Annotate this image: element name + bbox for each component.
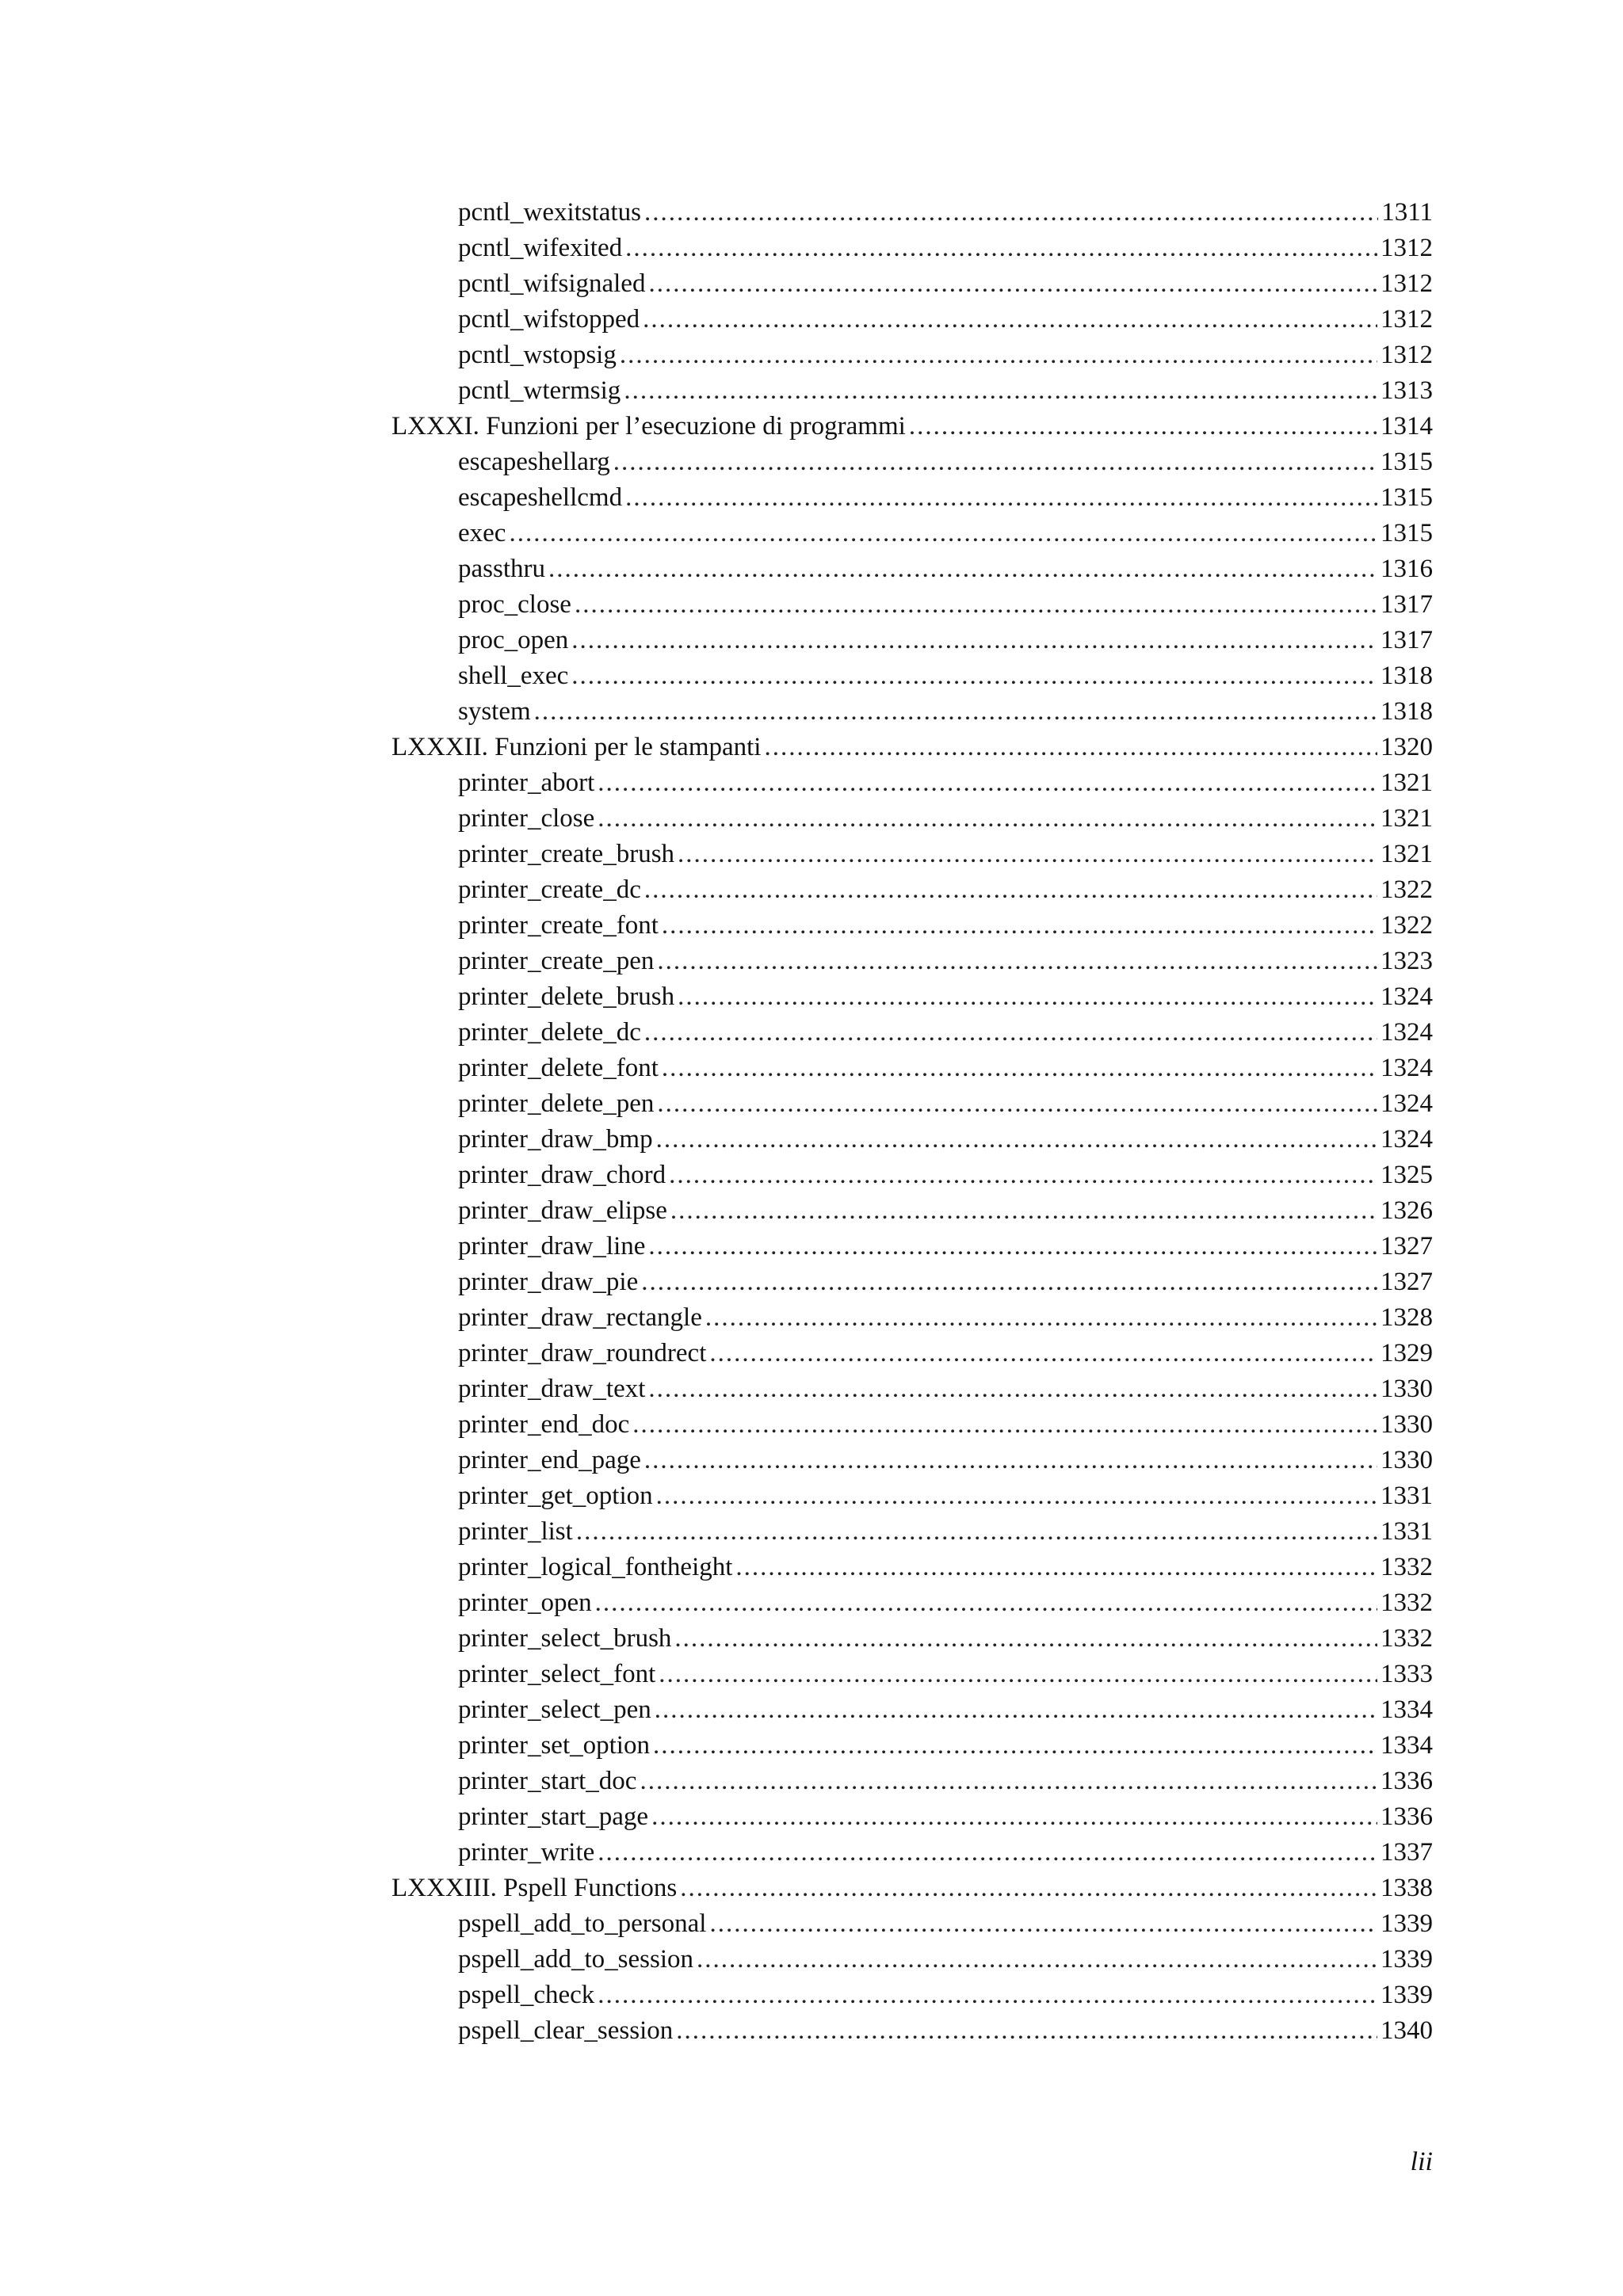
toc-entry-title: printer_draw_chord [458, 1161, 666, 1189]
toc-entry[interactable] [391, 623, 1433, 658]
dot-leader [678, 837, 1377, 872]
toc-entry[interactable] [391, 1835, 1433, 1871]
toc-entry-page: 1324 [1381, 1089, 1433, 1118]
toc-entry[interactable] [391, 1657, 1433, 1692]
toc-entry[interactable] [391, 1086, 1433, 1122]
dot-leader [640, 1764, 1377, 1799]
toc-entry-page: 1321 [1381, 804, 1433, 833]
toc-entry-title: printer_draw_line [458, 1232, 646, 1261]
dot-leader [598, 1978, 1377, 2013]
dot-leader [678, 979, 1377, 1015]
toc-entry[interactable] [391, 979, 1433, 1015]
toc-entry[interactable] [391, 872, 1433, 908]
toc-entry-page: 1339 [1381, 1909, 1433, 1938]
dot-leader [575, 587, 1377, 623]
toc-entry[interactable] [391, 1799, 1433, 1835]
dot-leader [657, 944, 1377, 979]
toc-entry-title: LXXXI. Funzioni per l’esecuzione di programmi [391, 412, 906, 441]
toc-entry-page: 1340 [1381, 2016, 1433, 2045]
dot-leader [669, 1158, 1377, 1193]
toc-entry-page: 1339 [1381, 1981, 1433, 2009]
toc-entry-title: printer_get_option [458, 1482, 653, 1510]
toc-entry-title: printer_draw_elipse [458, 1196, 667, 1225]
dot-leader [656, 1122, 1377, 1158]
dot-leader [674, 1621, 1377, 1657]
toc-entry-title: printer_close [458, 804, 595, 833]
dot-leader [653, 1728, 1377, 1764]
toc-entry-page: 1332 [1381, 1553, 1433, 1581]
toc-entry-page: 1327 [1381, 1268, 1433, 1296]
toc-entry[interactable] [391, 373, 1433, 409]
dot-leader [620, 338, 1377, 373]
toc-entry[interactable] [391, 765, 1433, 801]
toc-entry-page: 1327 [1381, 1232, 1433, 1261]
toc-entry[interactable] [391, 1371, 1433, 1407]
toc-entry[interactable] [391, 658, 1433, 694]
toc-entry-page: 1334 [1381, 1731, 1433, 1760]
toc-entry-page: 1325 [1381, 1161, 1433, 1189]
toc-entry-page: 1322 [1381, 911, 1433, 940]
toc-chapter-entry[interactable] [391, 409, 1433, 444]
dot-leader [613, 444, 1377, 480]
toc-entry[interactable] [391, 1264, 1433, 1300]
toc-entry-page: 1330 [1381, 1410, 1433, 1439]
toc-entry-page: 1324 [1381, 1018, 1433, 1047]
toc-entry-page: 1331 [1381, 1517, 1433, 1546]
dot-leader [548, 551, 1377, 587]
dot-leader [641, 1264, 1377, 1300]
toc-entry-page: 1318 [1381, 697, 1433, 726]
toc-entry-title: printer_logical_fontheight [458, 1553, 733, 1581]
toc-entry-page: 1328 [1381, 1303, 1433, 1332]
dot-leader [648, 1371, 1377, 1407]
toc-entry-title: printer_start_page [458, 1802, 649, 1831]
toc-entry-title: printer_end_doc [458, 1410, 630, 1439]
toc-entry-title: printer_set_option [458, 1731, 650, 1760]
toc-entry[interactable] [391, 1514, 1433, 1550]
dot-leader [655, 1692, 1377, 1728]
dot-leader [595, 1585, 1377, 1621]
toc-entry-page: 1332 [1381, 1589, 1433, 1617]
dot-leader [659, 1657, 1377, 1692]
toc-entry[interactable] [391, 195, 1433, 231]
toc-entry[interactable] [391, 694, 1433, 730]
toc-entry-title: printer_select_font [458, 1660, 656, 1688]
dot-leader [909, 409, 1377, 444]
toc-entry-page: 1320 [1381, 733, 1433, 761]
dot-leader [648, 266, 1377, 302]
toc-entry-page: 1324 [1381, 1125, 1433, 1154]
toc-entry-title: proc_close [458, 590, 571, 619]
toc-entry-title: LXXXIII. Pspell Functions [391, 1874, 678, 1902]
toc-entry[interactable] [391, 1692, 1433, 1728]
toc-entry[interactable] [391, 444, 1433, 480]
toc-entry[interactable] [391, 480, 1433, 516]
toc-entry-page: 1330 [1381, 1446, 1433, 1474]
toc-entry-title: pcntl_wifexited [458, 234, 623, 262]
toc-entry-title: printer_delete_pen [458, 1089, 655, 1118]
toc-entry[interactable] [391, 2013, 1433, 2049]
dot-leader [534, 694, 1377, 730]
toc-entry[interactable] [391, 1300, 1433, 1336]
toc-entry-title: printer_draw_rectangle [458, 1303, 702, 1332]
table-of-contents [391, 195, 1433, 2049]
dot-leader [676, 2013, 1377, 2049]
toc-entry-page: 1312 [1381, 234, 1433, 262]
dot-leader [735, 1550, 1377, 1585]
toc-chapter-entry[interactable] [391, 1871, 1433, 1906]
toc-entry-page: 1326 [1381, 1196, 1433, 1225]
toc-entry[interactable] [391, 587, 1433, 623]
toc-entry-title: printer_delete_font [458, 1054, 659, 1082]
toc-entry-title: printer_open [458, 1589, 592, 1617]
toc-entry-page: 1317 [1381, 626, 1433, 654]
dot-leader [625, 480, 1377, 516]
toc-entry[interactable] [391, 1478, 1433, 1514]
dot-leader [632, 1407, 1377, 1443]
toc-entry[interactable] [391, 302, 1433, 338]
toc-entry-title: shell_exec [458, 662, 569, 690]
dot-leader [644, 195, 1378, 231]
toc-entry-page: 1315 [1381, 483, 1433, 512]
toc-entry-page: 1339 [1381, 1945, 1433, 1974]
toc-entry-title: pspell_check [458, 1981, 595, 2009]
toc-entry-page: 1337 [1381, 1838, 1433, 1867]
toc-entry[interactable] [391, 1906, 1433, 1942]
toc-entry[interactable] [391, 944, 1433, 979]
toc-entry[interactable] [391, 1585, 1433, 1621]
toc-entry-page: 1324 [1381, 1054, 1433, 1082]
toc-entry[interactable] [391, 1229, 1433, 1264]
dot-leader [709, 1336, 1377, 1371]
toc-entry-title: printer_start_doc [458, 1767, 637, 1795]
toc-entry[interactable] [391, 1621, 1433, 1657]
toc-entry-title: pcntl_wexitstatus [458, 198, 641, 227]
toc-entry-page: 1336 [1381, 1802, 1433, 1831]
toc-entry[interactable] [391, 516, 1433, 551]
toc-entry-page: 1336 [1381, 1767, 1433, 1795]
toc-entry-page: 1321 [1381, 840, 1433, 868]
toc-entry[interactable] [391, 1158, 1433, 1193]
toc-entry-title: escapeshellarg [458, 448, 610, 476]
dot-leader [657, 1086, 1377, 1122]
dot-leader [576, 1514, 1377, 1550]
toc-entry[interactable] [391, 1443, 1433, 1478]
toc-entry[interactable] [391, 1051, 1433, 1086]
toc-entry[interactable] [391, 1550, 1433, 1585]
toc-entry-title: printer_create_dc [458, 875, 641, 904]
dot-leader [644, 1443, 1377, 1478]
toc-entry[interactable] [391, 1978, 1433, 2013]
toc-entry-page: 1334 [1381, 1695, 1433, 1724]
toc-entry[interactable] [391, 231, 1433, 266]
page-number: lii [1410, 2147, 1433, 2176]
toc-entry-title: pcntl_wifstopped [458, 305, 640, 334]
dot-leader [625, 231, 1377, 266]
toc-entry-title: printer_draw_roundrect [458, 1339, 707, 1367]
toc-entry[interactable] [391, 1764, 1433, 1799]
toc-entry-title: pspell_clear_session [458, 2016, 674, 2045]
toc-entry-page: 1312 [1381, 305, 1433, 334]
toc-entry-page: 1329 [1381, 1339, 1433, 1367]
dot-leader [644, 872, 1377, 908]
toc-entry[interactable] [391, 1728, 1433, 1764]
toc-entry-title: printer_end_page [458, 1446, 641, 1474]
toc-entry[interactable] [391, 551, 1433, 587]
toc-entry[interactable] [391, 338, 1433, 373]
toc-entry-page: 1314 [1381, 412, 1433, 441]
toc-chapter-entry[interactable] [391, 730, 1433, 765]
dot-leader [680, 1871, 1377, 1906]
toc-entry[interactable] [391, 837, 1433, 872]
toc-entry-title: pspell_add_to_session [458, 1945, 693, 1974]
toc-entry[interactable] [391, 1015, 1433, 1051]
toc-entry-page: 1311 [1381, 198, 1433, 227]
toc-entry-title: printer_write [458, 1838, 595, 1867]
toc-entry-title: printer_create_font [458, 911, 659, 940]
dot-leader [571, 623, 1377, 658]
toc-entry-title: printer_delete_dc [458, 1018, 641, 1047]
toc-entry[interactable] [391, 266, 1433, 302]
toc-entry[interactable] [391, 1122, 1433, 1158]
toc-entry-page: 1315 [1381, 448, 1433, 476]
toc-entry-title: printer_select_pen [458, 1695, 651, 1724]
dot-leader [651, 1799, 1377, 1835]
toc-entry-title: printer_draw_text [458, 1375, 646, 1403]
toc-entry-page: 1316 [1381, 555, 1433, 583]
toc-entry-title: system [458, 697, 531, 726]
toc-entry-page: 1312 [1381, 341, 1433, 369]
toc-entry[interactable] [391, 1336, 1433, 1371]
toc-entry-title: pcntl_wstopsig [458, 341, 617, 369]
toc-entry-page: 1321 [1381, 769, 1433, 797]
toc-entry-page: 1324 [1381, 982, 1433, 1011]
toc-entry-title: printer_draw_bmp [458, 1125, 653, 1154]
dot-leader [656, 1478, 1377, 1514]
dot-leader [624, 373, 1377, 409]
dot-leader [705, 1300, 1377, 1336]
toc-entry-title: pcntl_wifsignaled [458, 269, 646, 298]
toc-entry-title: printer_select_brush [458, 1624, 672, 1653]
dot-leader [598, 765, 1377, 801]
dot-leader [509, 516, 1377, 551]
toc-entry-page: 1330 [1381, 1375, 1433, 1403]
toc-entry-title: exec [458, 519, 506, 547]
toc-entry-title: printer_create_brush [458, 840, 675, 868]
toc-entry[interactable] [391, 1193, 1433, 1229]
dot-leader [662, 1051, 1377, 1086]
dot-leader [571, 658, 1377, 694]
toc-entry-page: 1312 [1381, 269, 1433, 298]
dot-leader [709, 1906, 1377, 1942]
toc-entry-title: passthru [458, 555, 545, 583]
toc-entry-title: pspell_add_to_personal [458, 1909, 707, 1938]
toc-entry-title: pcntl_wtermsig [458, 376, 621, 405]
toc-entry-page: 1313 [1381, 376, 1433, 405]
toc-entry[interactable] [391, 1942, 1433, 1978]
toc-entry-page: 1322 [1381, 875, 1433, 904]
toc-entry-page: 1315 [1381, 519, 1433, 547]
toc-entry[interactable] [391, 1407, 1433, 1443]
toc-entry-page: 1331 [1381, 1482, 1433, 1510]
toc-entry-page: 1318 [1381, 662, 1433, 690]
toc-entry-title: proc_open [458, 626, 569, 654]
dot-leader [764, 730, 1377, 765]
dot-leader [598, 1835, 1377, 1871]
toc-entry-title: printer_list [458, 1517, 573, 1546]
dot-leader [697, 1942, 1377, 1978]
dot-leader [648, 1229, 1377, 1264]
toc-entry-page: 1333 [1381, 1660, 1433, 1688]
dot-leader [598, 801, 1377, 837]
toc-entry-title: escapeshellcmd [458, 483, 623, 512]
toc-entry-page: 1323 [1381, 947, 1433, 975]
toc-entry-title: printer_create_pen [458, 947, 655, 975]
toc-entry-title: printer_abort [458, 769, 595, 797]
dot-leader [662, 908, 1377, 944]
toc-entry-page: 1338 [1381, 1874, 1433, 1902]
toc-entry-page: 1317 [1381, 590, 1433, 619]
dot-leader [643, 302, 1377, 338]
toc-entry-page: 1332 [1381, 1624, 1433, 1653]
toc-entry[interactable] [391, 908, 1433, 944]
dot-leader [670, 1193, 1377, 1229]
toc-entry-title: printer_delete_brush [458, 982, 675, 1011]
toc-entry-title: LXXXII. Funzioni per le stampanti [391, 733, 762, 761]
dot-leader [644, 1015, 1377, 1051]
toc-entry-title: printer_draw_pie [458, 1268, 639, 1296]
toc-entry[interactable] [391, 801, 1433, 837]
